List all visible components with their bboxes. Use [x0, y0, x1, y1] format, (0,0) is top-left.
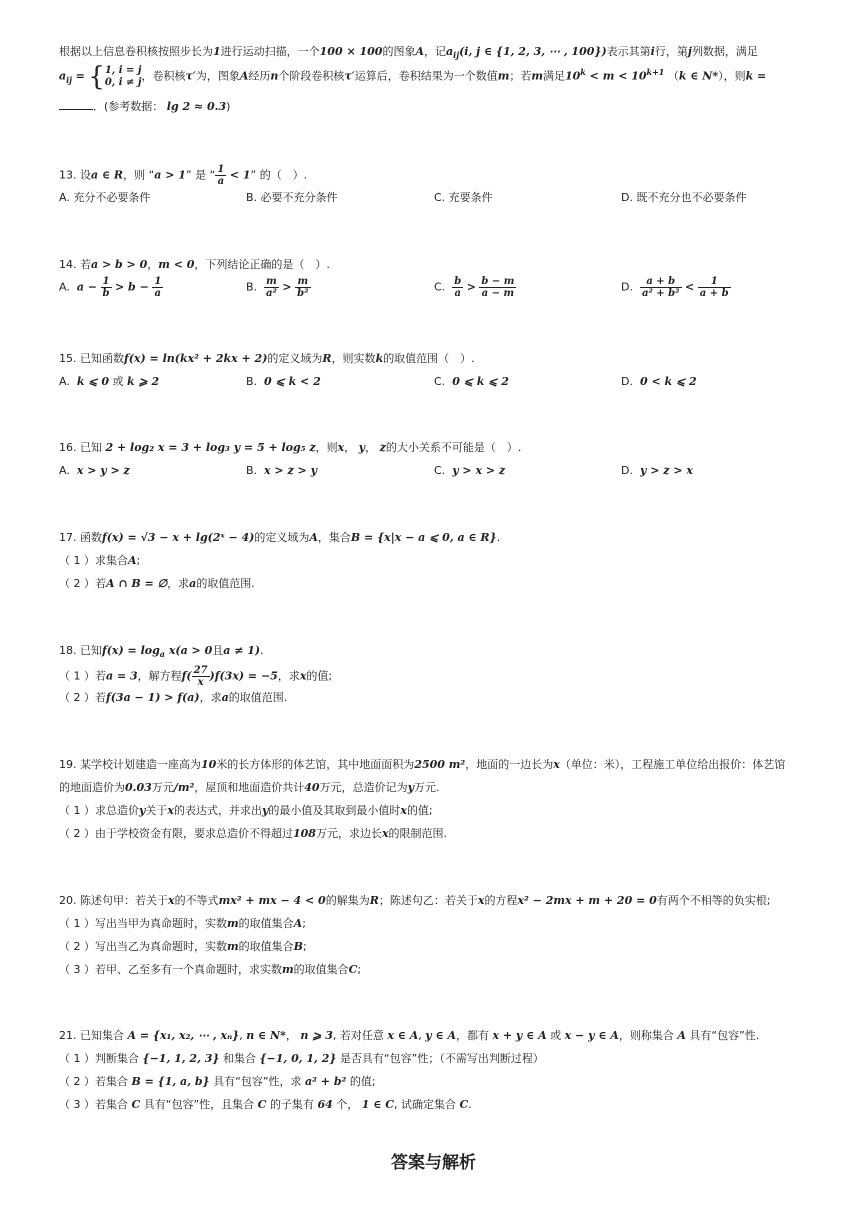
q18-part-2: （ 2 ）若f(3a − 1) > f(a)，求a的取值范围.	[59, 691, 288, 704]
q20-part-1: （ 1 ）写出当甲为真命题时，实数m的取值集合A;	[59, 917, 306, 930]
q14-option-d[interactable]: D. $\frac{a + b}{\text{a² + b²}}$ < $\frac{1}{a + b}$	[621, 276, 729, 299]
q21-part-3: （ 3 ）若集合 C 具有“包容”性，且集合 C 的子集有 64 个， 1 ∈ C, 试确定集合 C.	[59, 1098, 472, 1111]
q15-option-c[interactable]: C. 0 ⩽ k ⩽ 2	[434, 375, 509, 388]
q13-stem: 13. 设a ∈ R，则 “a > 1” 是 “ $\frac{1}{a}$ < 1” 的（ ）.	[59, 164, 308, 187]
q13-option-c[interactable]: C. 充要条件	[434, 191, 493, 204]
piecewise-brace: { 1, i = j 0, i ≠ j	[88, 61, 142, 92]
q13-option-d[interactable]: D. 既不充分也不必要条件	[621, 191, 747, 204]
q19-part-1: （ 1 ）求总造价y关于x的表达式，并求出y的最小值及其取到最小值时x的值;	[59, 804, 433, 817]
q16-stem: 16. 已知 2 + log₂ x = 3 + log₃ y = 5 + log₅ z，则x， y， z的大小关系不可能是（ ）.	[59, 441, 522, 454]
intro-line-2: $a_{ij}$ = { 1, i = j 0, i ≠ j ，卷积核τ′为，图象A经历n个阶段卷积核τ′运算后，卷积结果为一个数值m；若m满足$10^k < m < 10^{k+1}$ （k ∈ N*），则k =	[59, 61, 767, 92]
q21-part-1: （ 1 ）判断集合 {−1, 1, 2, 3} 和集合 {−1, 0, 1, 2} 是否具有“包容”性；（不需写出判断过程）	[59, 1052, 544, 1065]
q16-option-b[interactable]: B. x > z > y	[246, 464, 317, 477]
q21-part-2: （ 2 ）若集合 B = {1, a, b} 具有“包容”性，求 a² + b² 的值;	[59, 1075, 376, 1088]
q16-option-c[interactable]: C. y > x > z	[434, 464, 506, 477]
q14-stem: 14. 若a > b > 0，m < 0，下列结论正确的是（ ）.	[59, 258, 330, 271]
q20-stem: 20. 陈述句甲：若关于x的不等式mx² + mx − 4 < 0的解集为R；陈述句乙：若关于x的方程x² − 2mx + m + 20 = 0有两个不相等的负实根;	[59, 894, 771, 907]
answer-blank[interactable]	[59, 99, 93, 110]
intro-line-1: 根据以上信息卷积核按照步长为1进行运动扫描，一个100 × 100的图象A，记$a_{ij}(i$, j ∈ {1, 2, 3, ⋯ , 100})表示其第i行，第j列数据，满足	[59, 45, 758, 61]
q19-stem-line-1: 19. 某学校计划建造一座高为10米的长方体形的体艺馆，其中地面面积为2500 m²，地面的一边长为x（单位：米），工程施工单位给出报价：体艺馆	[59, 758, 786, 771]
q17-stem: 17. 函数f(x) = √3 − x + lg(2ˣ − 4)的定义域为A，集合B = {x|x − a ⩽ 0, a ∈ R}.	[59, 531, 501, 544]
q19-part-2: （ 2 ）由于学校资金有限，要求总造价不得超过108万元，求边长x的限制范围.	[59, 827, 448, 840]
q15-stem: 15. 已知函数f(x) = ln(kx² + 2kx + 2)的定义域为R，则实数k的取值范围（ ）.	[59, 352, 475, 365]
q18-part-1: （ 1 ）若a = 3，解方程f( $\frac{27}{x}$ )f(3x) = −5，求x的值;	[59, 665, 333, 688]
q13-option-b[interactable]: B. 必要不充分条件	[246, 191, 338, 204]
q16-option-d[interactable]: D. y > z > x	[621, 464, 693, 477]
q17-part-2: （ 2 ）若A ∩ B = ∅，求a的取值范围.	[59, 577, 255, 590]
q16-option-a[interactable]: A. x > y > z	[59, 464, 130, 477]
q21-stem: 21. 已知集合 A = {x₁, x₂, ⋯ , xₙ}, n ∈ N*， n ⩾ 3, 若对任意 x ∈ A, y ∈ A，都有 x + y ∈ A 或 x − y ∈ A，则称集合 A 具有“包容”性.	[59, 1029, 760, 1042]
q15-option-d[interactable]: D. 0 < k ⩽ 2	[621, 375, 697, 388]
q14-option-a[interactable]: A. a − $\frac{1}{b}$ > b − $\frac{1}{a}$	[59, 276, 162, 299]
q17-part-1: （ 1 ）求集合A;	[59, 554, 141, 567]
q15-option-b[interactable]: B. 0 ⩽ k < 2	[246, 375, 321, 388]
q15-option-a[interactable]: A. k ⩽ 0 或 k ⩾ 2	[59, 375, 160, 388]
q20-part-3: （ 3 ）若甲、乙至多有一个真命题时，求实数m的取值集合C;	[59, 963, 362, 976]
intro-line-3: ．(参考数据： lg 2 ≈ 0.3)	[59, 99, 230, 115]
q14-option-c[interactable]: C. $\frac{b}{a}$ > $\frac{b - m}{a - m}$	[434, 276, 515, 299]
q14-option-b[interactable]: B. $\frac{m}{\text{a²}}$ > $\frac{m}{\text{b²}}$	[246, 276, 309, 299]
q13-option-a[interactable]: A. 充分不必要条件	[59, 191, 151, 204]
answer-section-title: 答案与解析	[391, 1153, 476, 1173]
q19-stem-line-2: 的地面造价为0.03万元/m²，屋顶和地面造价共计40万元，总造价记为y万元.	[59, 781, 440, 794]
q20-part-2: （ 2 ）写出当乙为真命题时，实数m的取值集合B;	[59, 940, 307, 953]
q18-stem: 18. 已知$f(x) = \log_a x(a > 0$且a ≠ 1).	[59, 644, 264, 660]
q13-fraction: $\frac{1}{a}$	[217, 164, 225, 187]
